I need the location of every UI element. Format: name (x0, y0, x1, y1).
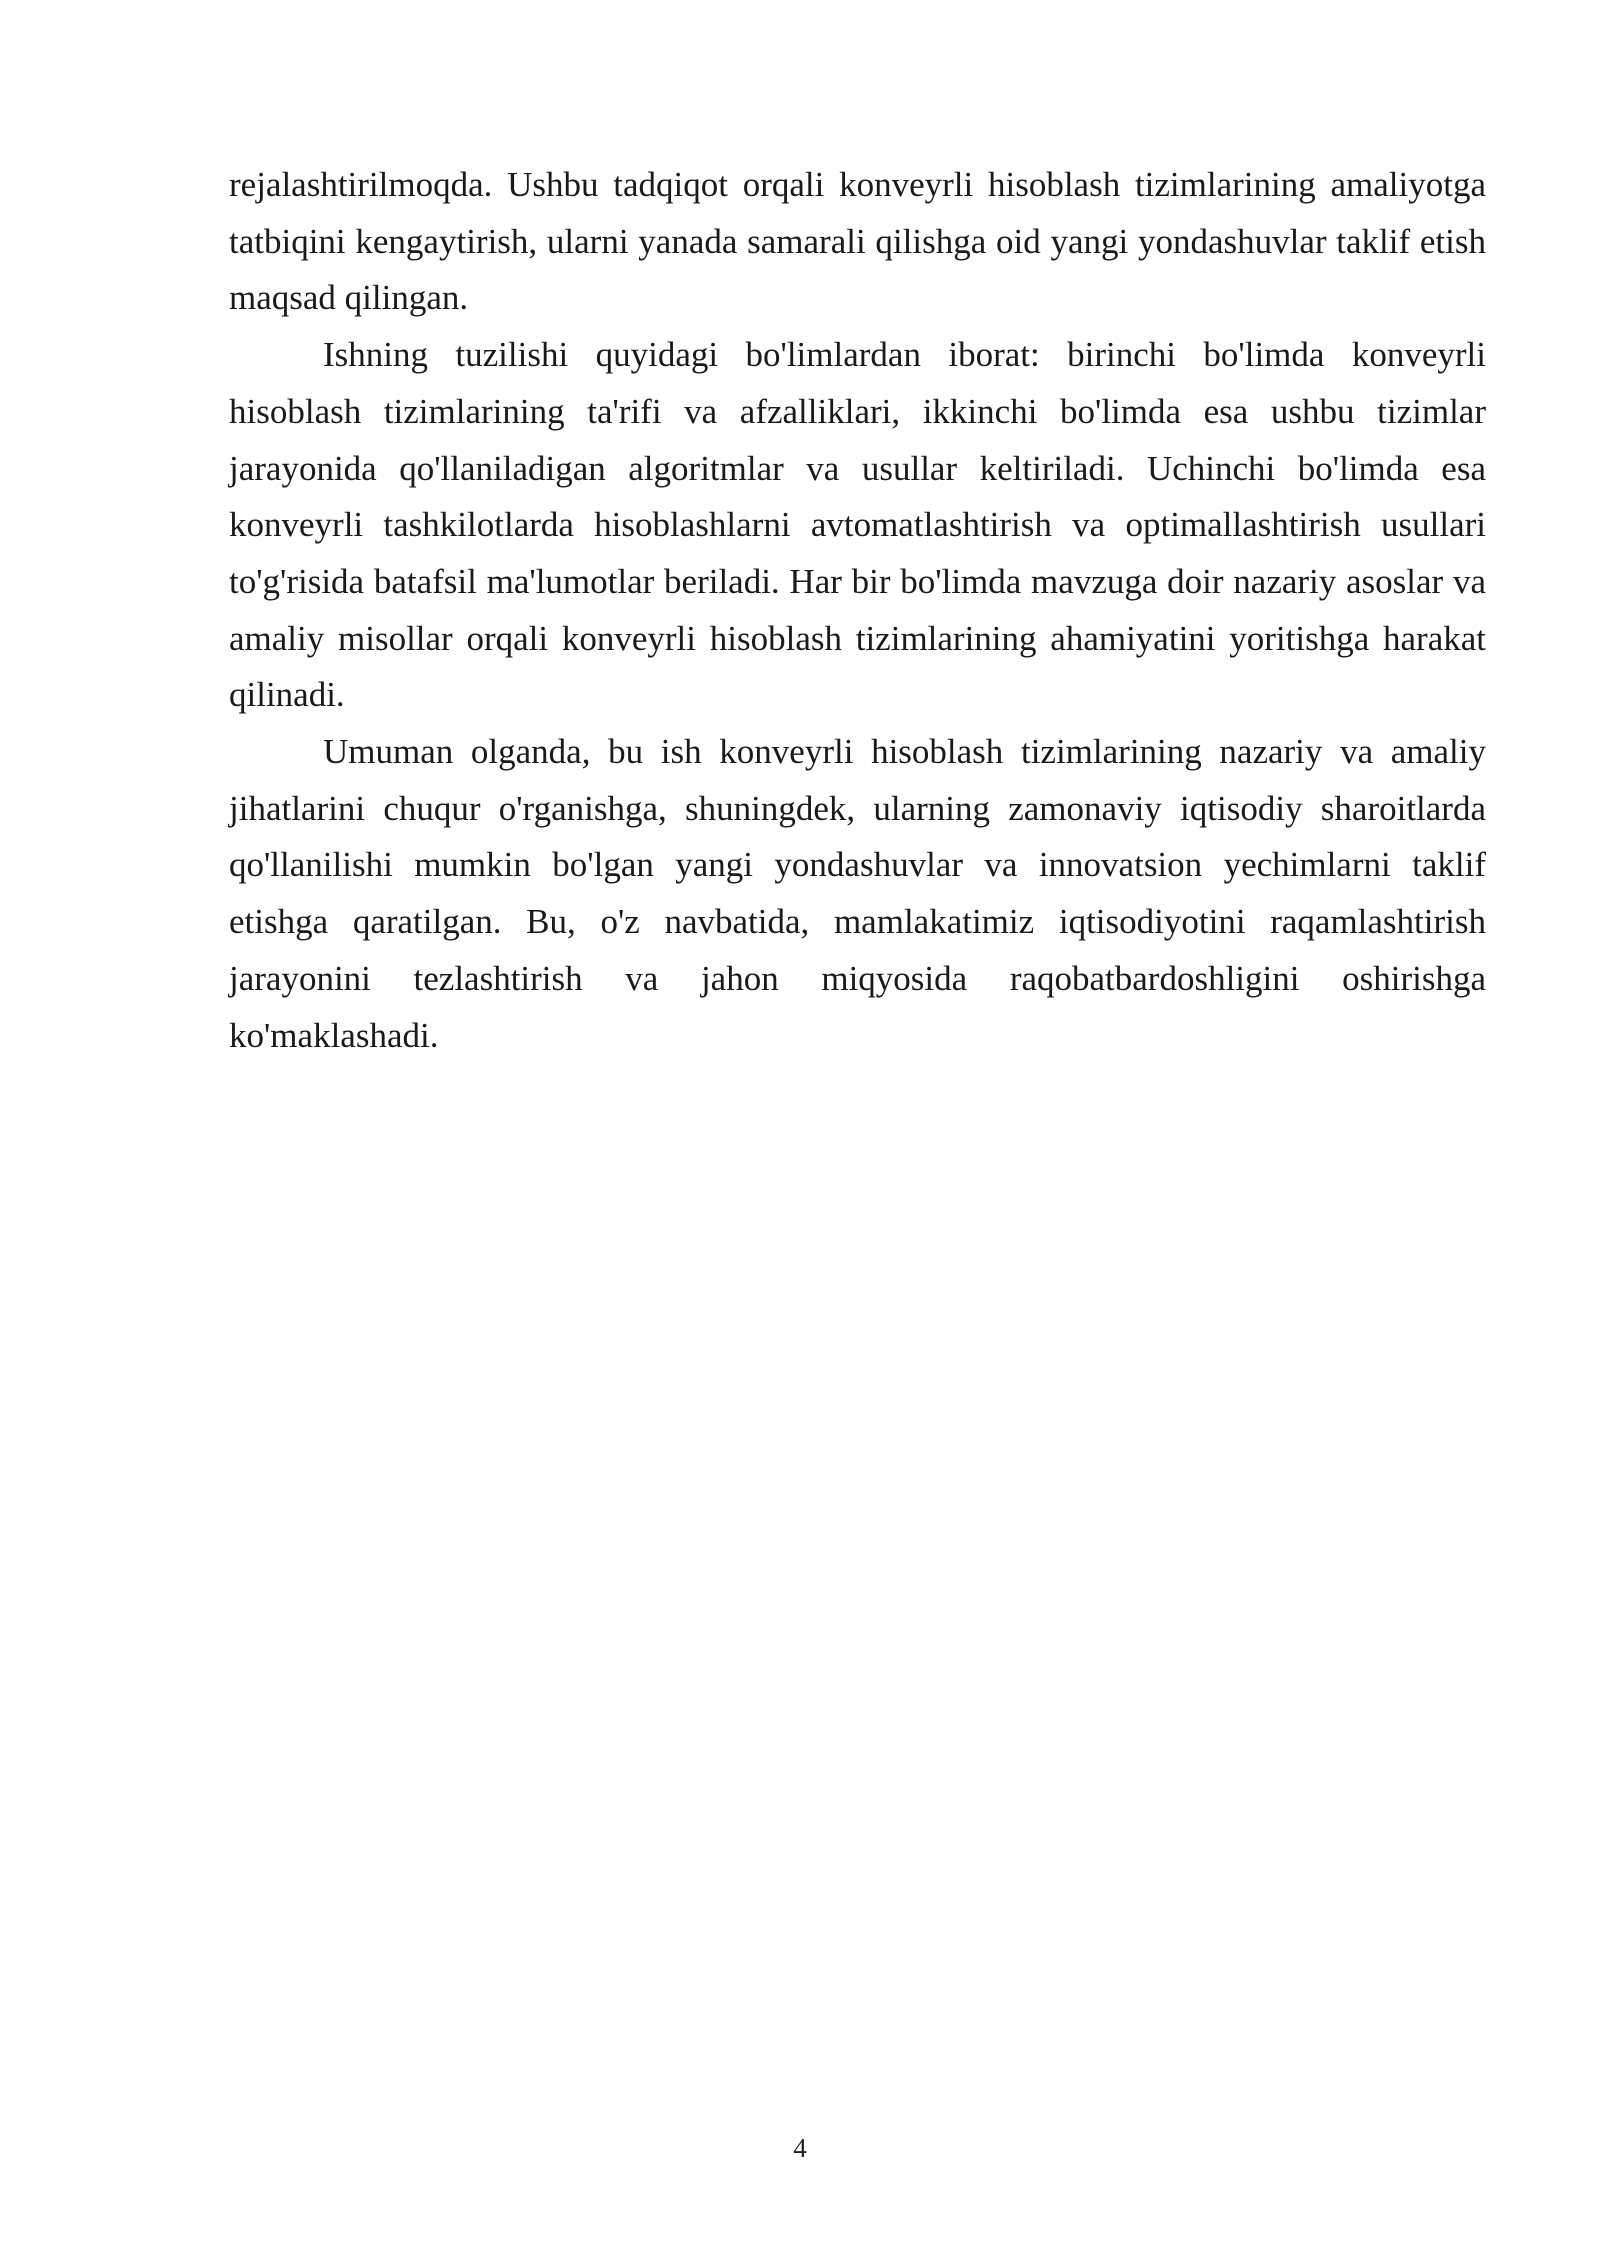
paragraph-1: rejalashtirilmoqda. Ushbu tadqiqot orqali konveyrli hisoblash tizimlarining amaliyotga tatbiqini kengaytirish, ularni yanada samarali qilishga oid yangi yondashuvlar taklif etish maqsad qilingan. (229, 165, 1486, 318)
body-text (229, 157, 1486, 1064)
paragraph-2: Ishning tuzilishi quyidagi bo'limlardan iborat: birinchi bo'limda konveyrli hisoblash tizimlarining ta'rifi va afzalliklari, ikkinchi bo'limda esa ushbu tizimlar jarayonida qo'llaniladigan algoritmlar va usullar keltiriladi. Uchinchi bo'limda esa konveyrli tashkilotlarda hisoblashlarni avtomatlashtirish va optimallashtirish usullari to'g'risida batafsil ma'lumotlar beriladi. Har bir bo'limda mavzuga doir nazariy asoslar va amaliy misollar orqali konveyrli hisoblash tizimlarining ahamiyatini yoritishga harakat qilinadi. (229, 335, 1486, 715)
paragraph-3: Umuman olganda, bu ish konveyrli hisoblash tizimlarining nazariy va amaliy jihatlarini chuqur o'rganishga, shuningdek, ularning zamonaviy iqtisodiy sharoitlarda qo'llanilishi mumkin bo'lgan yangi yondashuvlar va innovatsion yechimlarni taklif etishga qaratilgan. Bu, o'z navbatida, mamlakatimiz iqtisodiyotini raqamlashtirish jarayonini tezlashtirish va jahon miqyosida raqobatbardoshligini oshirishga ko'maklashadi. (229, 732, 1486, 1055)
page-number: 4 (793, 2133, 807, 2163)
